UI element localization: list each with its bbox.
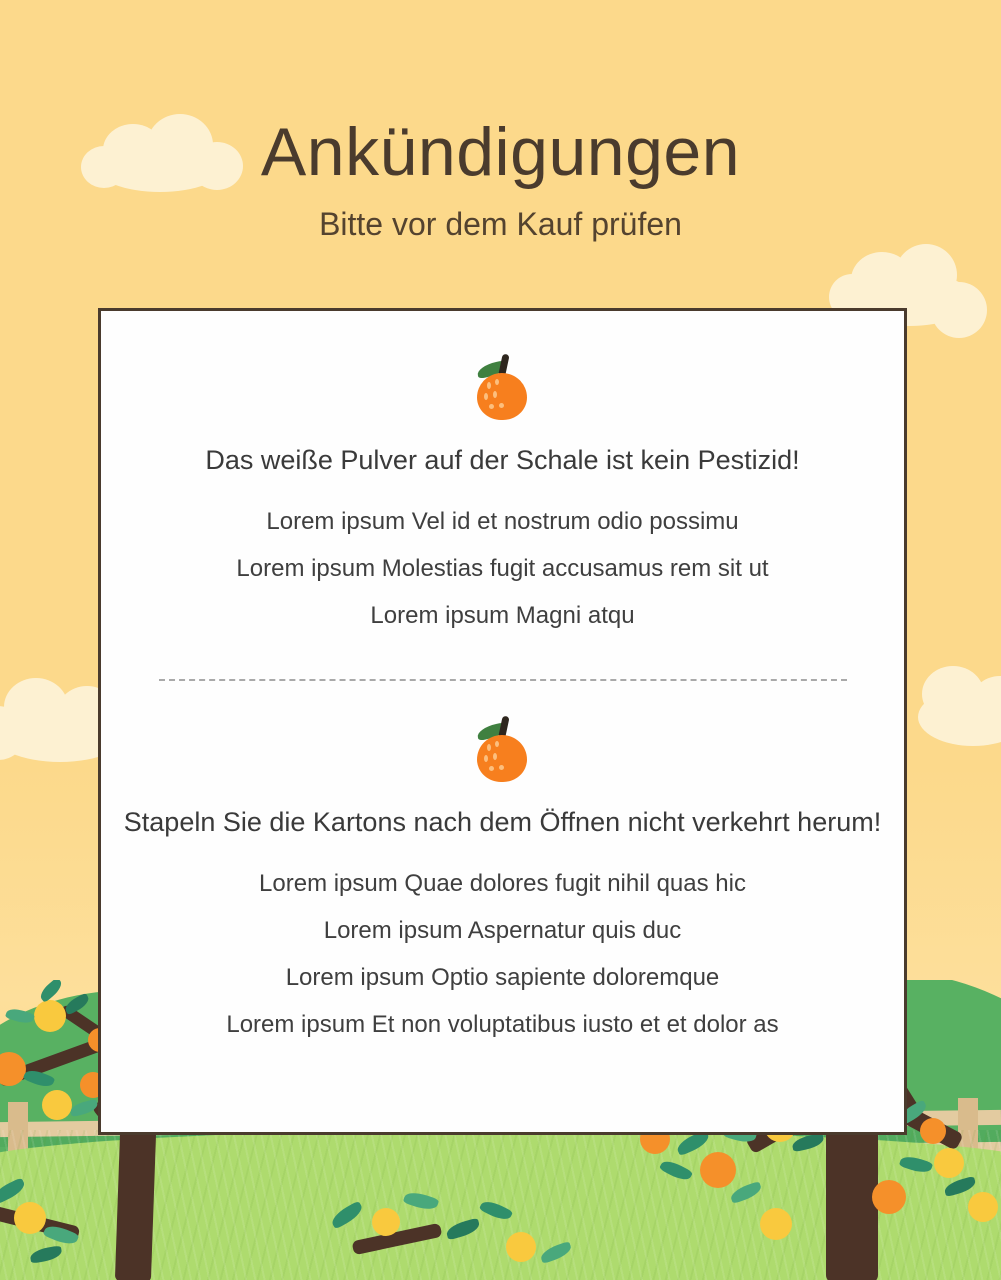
shrub-left-fruit-3 (42, 1090, 72, 1120)
section-2-line-4: Lorem ipsum Et non voluptatibus iusto et et dolor as (226, 1011, 779, 1038)
orange-body-shape (477, 373, 527, 420)
section-2-line-2: Lorem ipsum Aspernatur quis duc (323, 917, 682, 944)
section-1-line-1: Lorem ipsum Vel id et nostrum odio possimu (266, 508, 739, 535)
poster-header (0, 0, 1001, 243)
section-1-lines (101, 476, 904, 639)
shrub-fg-center-fruit-1 (372, 1208, 400, 1236)
section-1-heading: Das weiße Pulver auf der Schale ist kein Pestizid! (205, 445, 800, 475)
tree-right-fruit-8 (760, 1208, 792, 1240)
section-2-line-1: Lorem ipsum Quae dolores fugit nihil quas hic (259, 870, 746, 897)
section-2-line-3: Lorem ipsum Optio sapiente doloremque (285, 964, 720, 991)
tree-right-fruit-1 (700, 1152, 736, 1188)
section-2-lines (101, 838, 904, 1048)
section-2-heading: Stapeln Sie die Kartons nach dem Öffnen nicht verkehrt herum! (123, 807, 882, 837)
tree-right-fruit-6 (920, 1118, 946, 1144)
orange-fruit-icon (472, 353, 534, 421)
shrub-fg-center-fruit-2 (506, 1232, 536, 1262)
tree-right-trunk (826, 1128, 878, 1280)
tree-right-fruit-4 (872, 1180, 906, 1214)
tree-right-fruit-5 (934, 1148, 964, 1178)
section-1-line-2: Lorem ipsum Molestias fugit accusamus rem sit ut (236, 555, 769, 582)
announcement-section-1 (101, 311, 904, 639)
shrub-left-fruit-1 (34, 1000, 66, 1032)
section-1-line-3: Lorem ipsum Magni atqu (370, 602, 635, 629)
page-subtitle: Bitte vor dem Kauf prüfen (319, 206, 682, 242)
announcement-card (98, 308, 907, 1135)
page-title: Ankündigungen (260, 114, 741, 190)
orange-fruit-icon (472, 715, 534, 783)
cloud-mid-right (918, 688, 1001, 746)
shrub-fg-left-fruit-1 (14, 1202, 46, 1234)
orange-body-shape (477, 735, 527, 782)
announcement-section-2 (101, 681, 904, 1048)
tree-right-fruit-7 (968, 1192, 998, 1222)
